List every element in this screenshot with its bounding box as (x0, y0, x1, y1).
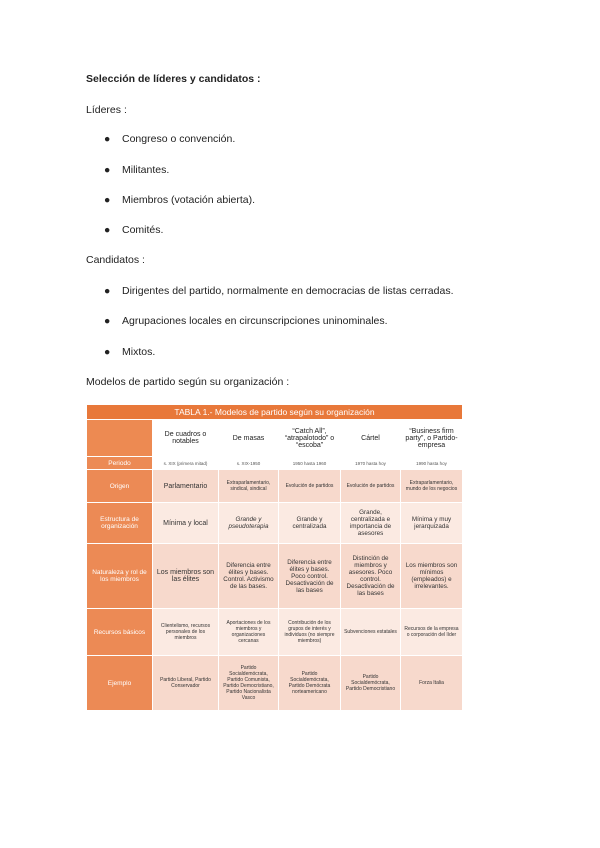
candidates-list-item: ● Agrupaciones locales en circunscripciones uninominales. (104, 315, 388, 327)
table-row (87, 609, 463, 656)
row-label: Recursos básicos (87, 609, 153, 656)
table-cell: Los miembros son mínimos (empleados) e irrelevantes. (401, 544, 463, 609)
table-title: TABLA 1.- Modelos de partido según su organización (87, 405, 463, 420)
table-cell: Distinción de miembros y asesores. Poco control. Desactivación de las bases (341, 544, 401, 609)
table-row (87, 503, 463, 544)
table-cell: Diferencia entre élites y bases. Poco control. Desactivación de las bases (279, 544, 341, 609)
table-cell: Grande y pseudoterapia (219, 503, 279, 544)
table-cell: Mínima y local (153, 503, 219, 544)
candidates-list-item: ● Dirigentes del partido, normalmente en democracias de listas cerradas. (104, 285, 454, 297)
column-header: “Catch All”, “atrapalotodo” o “escoba” (279, 420, 341, 457)
row-label: Ejemplo (87, 656, 153, 711)
row-label: Origen (87, 470, 153, 503)
column-header: De masas (219, 420, 279, 457)
table-cell: 1950 hasta 1960 (279, 457, 341, 470)
table-cell: Clientelismo, recursos personales de los miembros (153, 609, 219, 656)
table-cell: Subvenciones estatales (341, 609, 401, 656)
table-cell: Contribución de los grupos de interés y individuos (no siempre miembros) (279, 609, 341, 656)
table-corner (87, 420, 153, 457)
table-cell: 1990 hasta hoy (401, 457, 463, 470)
bullet-icon: ● (104, 164, 111, 176)
table-cell: Partido Socialdemócrata, Partido Comunista, Partido Democristiano, Partido Nacionalista Vasco (219, 656, 279, 711)
bullet-icon: ● (104, 224, 111, 236)
leaders-list-item: ● Militantes. (104, 164, 170, 176)
leaders-list-item: ● Miembros (votación abierta). (104, 194, 256, 206)
table-row (87, 656, 463, 711)
table-cell: s. XIX-1950 (219, 457, 279, 470)
column-header: “Business firm party”, o Partido-empresa (401, 420, 463, 457)
table-cell: Forza Italia (401, 656, 463, 711)
bullet-icon: ● (104, 285, 111, 297)
column-header: Cártel (341, 420, 401, 457)
table-cell: Partido Socialdemócrata, Partido Demócrata norteamericano (279, 656, 341, 711)
row-label: Estructura de organización (87, 503, 153, 544)
candidates-label: Candidatos : (86, 254, 145, 266)
table-cell: Extraparlamentario, mundo de los negocios (401, 470, 463, 503)
table-cell: s. XIX (primera mitad) (153, 457, 219, 470)
table-cell: Grande, centralizada e importancia de asesores (341, 503, 401, 544)
table-cell: Los miembros son las élites (153, 544, 219, 609)
leaders-list-item: ● Congreso o convención. (104, 133, 236, 145)
bullet-icon: ● (104, 133, 111, 145)
models-heading: Modelos de partido según su organización : (86, 376, 290, 388)
table-row (87, 544, 463, 609)
candidates-list-item: ● Mixtos. (104, 346, 156, 358)
leaders-list-item: ● Comités. (104, 224, 164, 236)
table-cell: Aportaciones de los miembros y organizaciones cercanas (219, 609, 279, 656)
table-cell: 1970 hasta hoy (341, 457, 401, 470)
row-label: Naturaleza y rol de los miembros (87, 544, 153, 609)
table-cell: Parlamentario (153, 470, 219, 503)
table-row (87, 470, 463, 503)
table-cell: Evolución de partidos (279, 470, 341, 503)
table-cell: Mínima y muy jerarquizada (401, 503, 463, 544)
bullet-icon: ● (104, 346, 111, 358)
table-cell: Evolución de partidos (341, 470, 401, 503)
bullet-icon: ● (104, 194, 111, 206)
bullet-icon: ● (104, 315, 111, 327)
table-cell: Diferencia entre élites y bases. Control. Activismo de las bases. (219, 544, 279, 609)
table-cell: Partido Liberal, Partido Conservador (153, 656, 219, 711)
column-header: De cuadros o notables (153, 420, 219, 457)
party-models-table (86, 404, 463, 711)
row-label: Periodo (87, 457, 153, 470)
page-heading: Selección de líderes y candidatos : (86, 73, 261, 85)
table-cell: Extraparlamentario, sindical, sindical (219, 470, 279, 503)
table-row (87, 457, 463, 470)
table-cell: Partido Socialdemócrata, Partido Democristiano (341, 656, 401, 711)
leaders-label: Líderes : (86, 104, 127, 116)
table-cell: Recursos de la empresa o corporación del líder (401, 609, 463, 656)
table-cell: Grande y centralizada (279, 503, 341, 544)
